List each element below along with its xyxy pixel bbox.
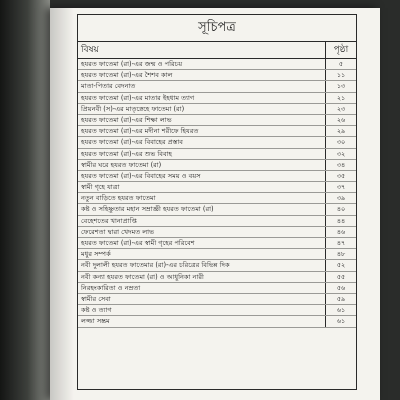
table-row (78, 283, 356, 294)
row-topic: হযরত ফাতেমা (রা)-এর মাতার ইহধাম ত্যাগ (81, 93, 195, 102)
row-topic: নবী কন্যা হযরত ফাতেমা (রা) ও আধুনিকা নারী (81, 272, 204, 281)
table-row (78, 171, 356, 182)
row-topic: মধুর সম্পর্ক (81, 250, 111, 259)
row-page-number: ১১ (325, 70, 356, 80)
row-topic: কষ্ট ও ত্যাগ (81, 306, 112, 315)
table-row (78, 182, 356, 193)
table-row (78, 204, 356, 215)
row-page-number: ৪৮ (325, 249, 356, 259)
row-topic: হযরত ফাতেমা (রা)-এর শুভ বিবাহ (81, 149, 173, 158)
row-page-number: ৪৭ (325, 238, 356, 248)
table-row (78, 272, 356, 283)
column-header-topic: বিষয় (81, 45, 99, 55)
row-topic: হযরত ফাতেমা (রা)-এর জন্ম ও পরিচয় (81, 60, 183, 68)
row-page-number: ২১ (325, 93, 356, 103)
table-row (78, 249, 356, 260)
row-topic: হযরত ফাতেমা (রা)-এর বিবাহের সময় ও বয়স (81, 171, 201, 180)
table-row (78, 70, 356, 81)
table-row (78, 81, 356, 92)
table-row (78, 104, 356, 115)
table-row (78, 160, 356, 171)
row-page-number: ৫৯ (325, 294, 356, 304)
table-row (78, 227, 356, 238)
table-row (78, 260, 356, 271)
table-row (78, 294, 356, 305)
row-topic: বেহেশতের খানাপ্রাপ্তি (81, 216, 137, 225)
row-page-number: ৫৫ (325, 272, 356, 282)
row-page-number: ৩০ (325, 137, 356, 147)
table-body (78, 59, 356, 328)
table-row (78, 193, 356, 204)
row-page-number: ৫২ (325, 260, 356, 270)
row-topic: হযরত ফাতেমা (রা)-এর স্বামী গৃহের পরিবেশ (81, 239, 195, 247)
table-row (78, 149, 356, 160)
row-topic: নতুন বাড়িতে হযরত ফাতেমা (81, 194, 156, 203)
table-row (78, 305, 356, 316)
column-header-page: পৃষ্ঠা (325, 42, 356, 58)
row-page-number: ৩৭ (325, 182, 356, 192)
row-topic: প্রিয়নবী (স)-এর মাতৃস্নেহে ফাতেমা (রা) (81, 104, 185, 113)
page-title: সূচিপত্র (78, 15, 356, 42)
row-topic: কষ্ট ও সহিষ্ণুতার মহান সম্রাজ্ঞী হযরত ফাতেমা (রা) (81, 205, 214, 214)
row-topic: স্বামীর ঘরে হযরত ফাতেমা (রা) (81, 160, 162, 169)
table-row (78, 126, 356, 137)
row-page-number: ৩৪ (325, 160, 356, 170)
row-page-number: ১৩ (325, 81, 356, 91)
row-page-number: ৫৬ (325, 283, 356, 293)
table-row (78, 216, 356, 227)
book-binding-shadow (0, 0, 50, 400)
row-page-number: ৪০ (325, 204, 356, 214)
table-row (78, 93, 356, 104)
table-row (78, 115, 356, 126)
row-topic: স্বামী গৃহে যাত্রা (81, 183, 120, 192)
row-topic: নিরহংকারিতা ও নম্রতা (81, 283, 141, 292)
row-topic: লজ্জা সম্ভ্রম (81, 317, 110, 326)
table-row (78, 59, 356, 70)
table-row (78, 316, 356, 327)
table-header (78, 42, 356, 59)
row-topic: স্বামীর সেবা (81, 294, 111, 303)
row-topic: মাতা-পিতার বেদনাত (81, 82, 136, 91)
row-page-number: ৩৫ (325, 171, 356, 181)
row-page-number: ৩২ (325, 149, 356, 159)
row-topic: নবী দুলালী হযরত ফাতেমার (রা)-এর চরিত্রের বিভিন্ন দিক (81, 261, 230, 270)
row-page-number: ৩৯ (325, 193, 356, 203)
row-page-number: ২৯ (325, 126, 356, 136)
book-page (50, 8, 380, 400)
row-topic: ফেরেশতা দ্বারা খেদমত লাভ (81, 227, 155, 236)
table-row (78, 137, 356, 148)
row-page-number: ২৩ (325, 104, 356, 114)
row-page-number: ৬১ (325, 316, 356, 326)
row-topic: হযরত ফাতেমা (রা)-এর বিবাহের প্রস্তাব (81, 138, 183, 147)
row-page-number: ২৬ (325, 115, 356, 125)
row-topic: হযরত ফাতেমা (রা)-এর মদীনা শরীফে হিযরত (81, 127, 199, 136)
row-page-number: ৪৬ (325, 227, 356, 237)
row-page-number: ৫ (325, 59, 356, 69)
row-topic: হযরত ফাতেমা (রা)-এর শিক্ষা লাভ (81, 115, 172, 124)
table-row (78, 238, 356, 249)
row-page-number: ৪৪ (325, 216, 356, 226)
table-of-contents (77, 14, 357, 390)
row-page-number: ৬১ (325, 305, 356, 315)
row-topic: হযরত ফাতেমা (রা)-এর শৈশব কাল (81, 71, 173, 80)
